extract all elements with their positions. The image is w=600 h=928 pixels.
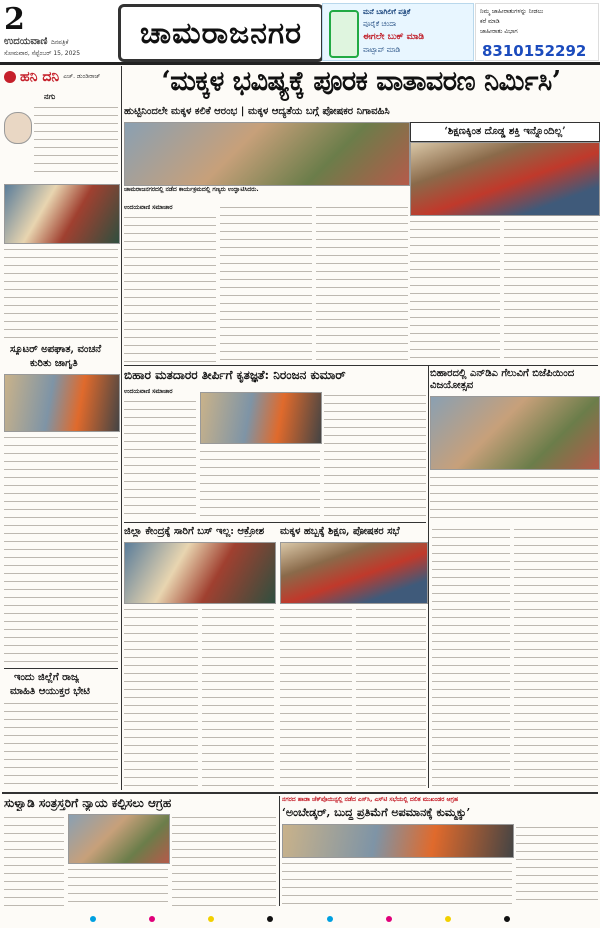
right-photo xyxy=(430,396,600,470)
bottom-right-headline: ‘ಅಂಬೇಡ್ಕರ್, ಬುದ್ಧ ಪ್ರತಿಮೆಗೆ ಅಪಮಾನಕ್ಕೆ ಕುಮ್ಮಕ್ಕು’ xyxy=(282,806,471,819)
children-headline: ಮಕ್ಕಳ ಹಬ್ಬಕ್ಕೆ ಶಿಕ್ಷಣ, ಪೋಷಕರ ಸಭೆ xyxy=(280,526,400,537)
bottom-right-photo xyxy=(282,824,514,858)
bottom-left-photo xyxy=(68,814,170,864)
mid-headline: ಬಿಹಾರ ಮತದಾರರ ತೀರ್ಪಿಗೆ ಕೃತಜ್ಞತೆ: ನಿರಂಜನ ಕುಮಾರ್ xyxy=(124,368,346,382)
advertisement-ad: ನಿಮ್ಮ ಜಾಹೀರಾತುಗಳನ್ನು ನೀಡಲು ಕರೆ ಮಾಡಿ ಜಾಹೀರಾತು ವಿಭಾಗ 8310152292 xyxy=(475,3,599,61)
masthead xyxy=(0,0,600,65)
right-headline: ಬಿಹಾರದಲ್ಲಿ ಎನ್‌ಡಿಎ ಗೆಲುವಿಗೆ ಬಿಜೆಪಿಯಿಂದ ವಿಜಯೋತ್ಸವ xyxy=(430,368,575,391)
dateline: ಸೋಮವಾರ, ಸೆಪ್ಟೆಂಬರ್ 15, 2025 xyxy=(4,50,81,57)
page-number: 2 xyxy=(4,2,25,37)
drop-icon xyxy=(4,71,16,83)
lead-photo-2 xyxy=(410,142,600,216)
section-title: ಚಾಮರಾಜನಗರ xyxy=(139,15,302,51)
mid-photo xyxy=(200,392,322,444)
yellow-mark xyxy=(208,916,214,922)
quote-box: ‘ಶಿಕ್ಷಣಕ್ಕಿಂತ ದೊಡ್ಡ ಶಕ್ತಿ ಇನ್ನೊಂದಿಲ್ಲ’ xyxy=(410,122,600,142)
lead-headline: ‘ಮಕ್ಕಳ ಭವಿಷ್ಯಕ್ಕೆ ಪೂರಕ ವಾತಾವರಣ ನಿರ್ಮಿಸಿ’ xyxy=(161,66,561,97)
phone-icon xyxy=(329,10,359,58)
lead-photo-caption: ಚಾಮರಾಜನಗರದಲ್ಲಿ ನಡೆದ ಕಾರ್ಯಕ್ರಮದಲ್ಲಿ ಗಣ್ಯರು ಉದ್ಘಾಟಿಸಿದರು. xyxy=(124,186,259,193)
subscription-ad: ಮನೆ ಬಾಗಿಲಿಗೆ ಪತ್ರಿಕೆ ಪೂರೈಕೆ ಚಂದಾ ಈಗಲೇ ಬುಕ್ ಮಾಡಿ ವಾಟ್ಸಾಪ್ ಮಾಡಿ xyxy=(322,3,474,61)
author-portrait xyxy=(4,112,32,144)
paper-name: ಉದಯವಾಣಿ ದಿನಪತ್ರಿಕೆ xyxy=(4,36,69,47)
bottom-left-headline: ಸುಳ್ವಾಡಿ ಸಂತ್ರಸ್ತರಿಗೆ ನ್ಯಾಯ ಕಲ್ಪಿಸಲು ಆಗ್ರಹ xyxy=(4,796,172,810)
magenta-mark xyxy=(149,916,155,922)
poem-title: ನಗು xyxy=(44,92,56,101)
sidebar-photo xyxy=(4,184,120,244)
bus-headline: ಜಿಲ್ಲಾ ಕೇಂದ್ರಕ್ಕೆ ಸಾರಿಗೆ ಬಸ್ ಇಲ್ಲ: ಆಕ್ರೋಶ xyxy=(124,526,265,537)
story3-subhead: ಮಾಹಿತಿ ಆಯುಕ್ತರ ಭೇಟಿ xyxy=(10,686,90,697)
column-name: ಹನಿ ದನಿ xyxy=(20,69,60,85)
lead-photo xyxy=(124,122,410,186)
section-title-box xyxy=(118,4,324,62)
column-author: ಎಚ್. ಡುಂಡಿರಾಜ್ xyxy=(63,73,101,80)
sidebar-photo-2 xyxy=(4,374,120,432)
lead-subhead: ಹುಟ್ಟಿನಿಂದಲೇ ಮಕ್ಕಳ ಕಲಿಕೆ ಆರಂಭ | ಮಕ್ಕಳ ಆದ್ಯತೆಯ ಬಗ್ಗೆ ಪೋಷಕರ ನಿಗಾವಹಿಸಿ xyxy=(124,106,390,117)
cyan-mark xyxy=(90,916,96,922)
poem-box xyxy=(4,92,118,182)
registration-marks xyxy=(90,916,510,922)
story2-subhead: ಕುರಿತು ಜಾಗೃತಿ xyxy=(30,358,78,369)
ad-phone-number: 8310152292 xyxy=(482,42,587,60)
children-photo xyxy=(280,542,428,604)
story3-headline: ಇಂದು ಜಿಲ್ಲೆಗೆ ರಾಜ್ಯ xyxy=(14,672,80,683)
story2-headline: ಸ್ಕೂಟರ್ ಅಪಘಾತ, ವಂಚನೆ xyxy=(10,344,102,355)
black-mark xyxy=(267,916,273,922)
column-header xyxy=(4,66,118,88)
bottom-right-kicker: ನಗರದ ಹಾಡಾ ಚೆಕ್‌ಪೊಯಿನ್ಟಲ್ಲಿ ನಡೆದ ಎಸ್‌ಸಿ, ಎಸ್‌ಟಿ ಸಭೆಯಲ್ಲಿ ದಲಿತ ಮುಖಂಡರ ಆಗ್ರಹ xyxy=(282,796,459,803)
lead-byline: ಉದಯವಾಣಿ ಸಮಾಚಾರ xyxy=(124,204,173,211)
bus-photo xyxy=(124,542,276,604)
